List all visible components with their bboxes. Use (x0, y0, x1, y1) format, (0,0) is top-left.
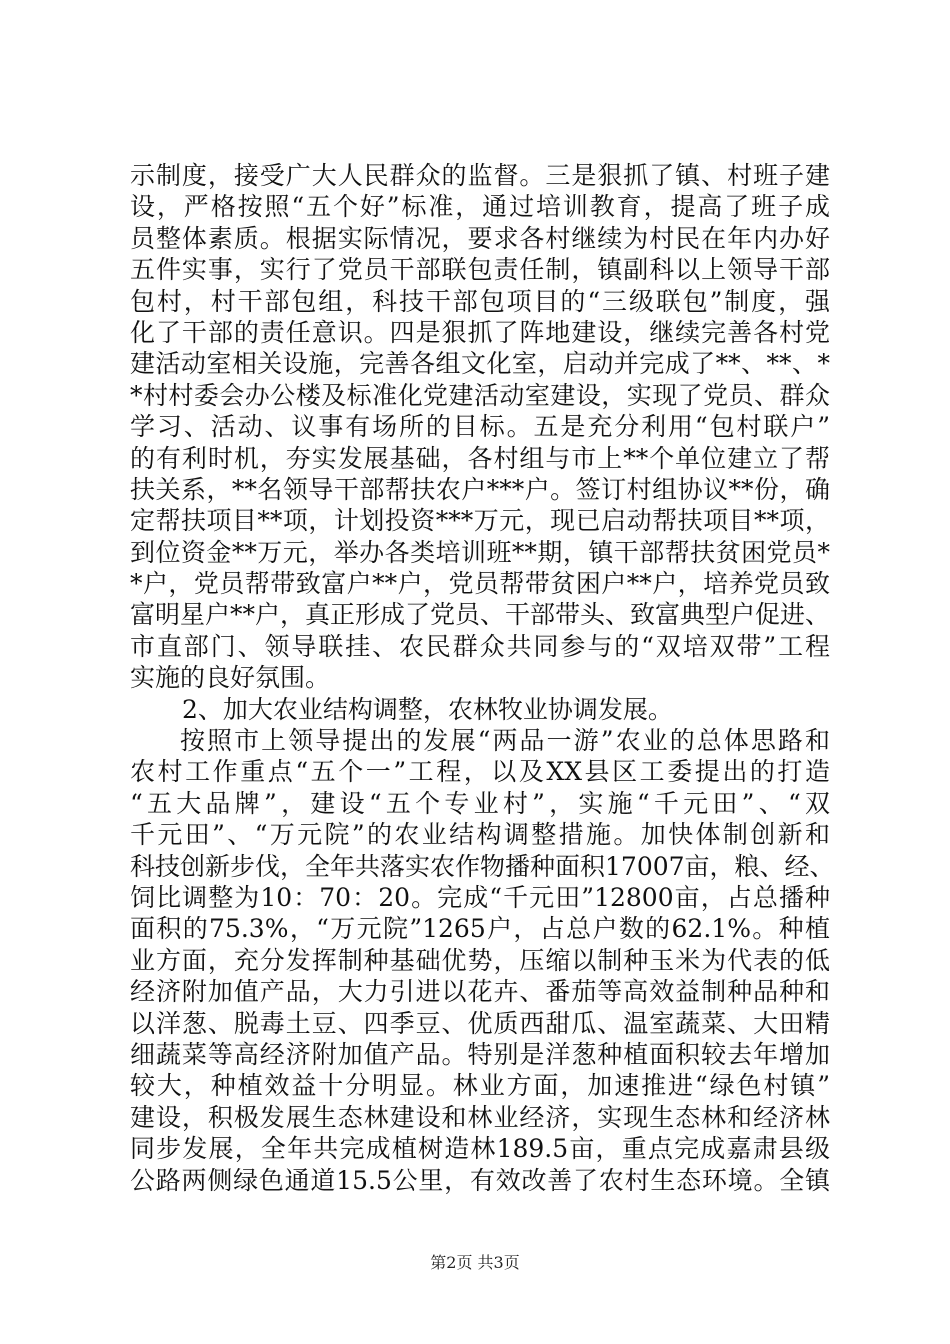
text-line: 设，严格按照“五个好”标准，通过培训教育，提高了班子成 (130, 192, 830, 222)
text-line: 化了干部的责任意识。四是狠抓了阵地建设，继续完善各村党 (130, 317, 830, 347)
text-line: 面积的75.3%，“万元院”1265户，占总户数的62.1%。种植 (130, 914, 830, 944)
body-text (130, 160, 835, 1196)
text-line: 富明星户**户，真正形成了党员、干部带头、致富典型户促进、 (130, 600, 831, 630)
text-line: *户，党员帮带致富户**户，党员帮带贫困户**户，培养党员致 (130, 569, 830, 599)
paragraph-first-line: 按照市上领导提出的发展“两品一游”农业的总体思路和 (180, 726, 830, 756)
text-line: 千元田”、“万元院”的农业结构调整措施。加快体制创新和 (130, 820, 830, 850)
text-line: 以洋葱、脱毒土豆、四季豆、优质西甜瓜、温室蔬菜、大田精 (130, 1008, 830, 1038)
text-line: 示制度，接受广大人民群众的监督。三是狠抓了镇、村班子建 (130, 161, 830, 190)
text-line: 饲比调整为10：70：20。完成“千元田”12800亩，占总播种 (130, 882, 830, 912)
text-line: 农村工作重点“五个一”工程，以及XX县区工委提出的打造 (130, 757, 830, 787)
text-line: 建设，积极发展生态林建设和林业经济，实现生态林和经济林 (130, 1102, 830, 1132)
text-line: 经济附加值产品，大力引进以花卉、番茄等高效益制种品种和 (130, 977, 830, 1007)
text-line: 的有利时机，夯实发展基础，各村组与市上**个单位建立了帮 (130, 443, 830, 473)
text-line: 包村，村干部包组，科技干部包项目的“三级联包”制度，强 (130, 286, 830, 316)
text-line: 较大，种植效益十分明显。林业方面，加速推进“绿色村镇” (130, 1071, 830, 1101)
text-line: 五件实事，实行了党员干部联包责任制，镇副科以上领导干部 (130, 255, 830, 285)
text-line: 到位资金**万元，举办各类培训班**期，镇干部帮扶贫困党员* (130, 537, 830, 567)
text-line: 科技创新步伐，全年共落实农作物播种面积17007亩，粮、经、 (130, 851, 835, 881)
text-line: 同步发展，全年共完成植树造林189.5亩，重点完成嘉肃县级 (130, 1134, 830, 1164)
text-line: 员整体素质。根据实际情况，要求各村继续为村民在年内办好 (130, 223, 830, 253)
text-line: 学习、活动、议事有场所的目标。五是充分利用“包村联户” (130, 412, 830, 442)
text-line: 市直部门、领导联挂、农民群众共同参与的“双培双带”工程 (130, 631, 830, 661)
page-footer: 第2页 共3页 (430, 1253, 520, 1272)
text-line: 建活动室相关设施，完善各组文化室，启动并完成了**、**、* (130, 349, 830, 379)
text-line: 业方面，充分发挥制种基础优势，压缩以制种玉米为代表的低 (130, 945, 830, 975)
text-line: 定帮扶项目**项，计划投资***万元，现已启动帮扶项目**项， (130, 506, 830, 536)
text-line: *村村委会办公楼及标准化党建活动室建设，实现了党员、群众 (130, 380, 830, 410)
text-line: 公路两侧绿色通道15.5公里，有效改善了农村生态环境。全镇 (130, 1165, 830, 1195)
text-line: 扶关系，**名领导干部帮扶农户***户。签订村组协议**份，确 (130, 474, 830, 504)
text-line: 实施的良好氛围。 (130, 663, 331, 693)
section-heading: 2、加大农业结构调整，农林牧业协调发展。 (182, 694, 673, 724)
text-line: “五大品牌”，建设“五个专业村”，实施“千元田”、“双 (130, 788, 830, 818)
text-line: 细蔬菜等高经济附加值产品。特别是洋葱种植面积较去年增加 (130, 1039, 830, 1069)
